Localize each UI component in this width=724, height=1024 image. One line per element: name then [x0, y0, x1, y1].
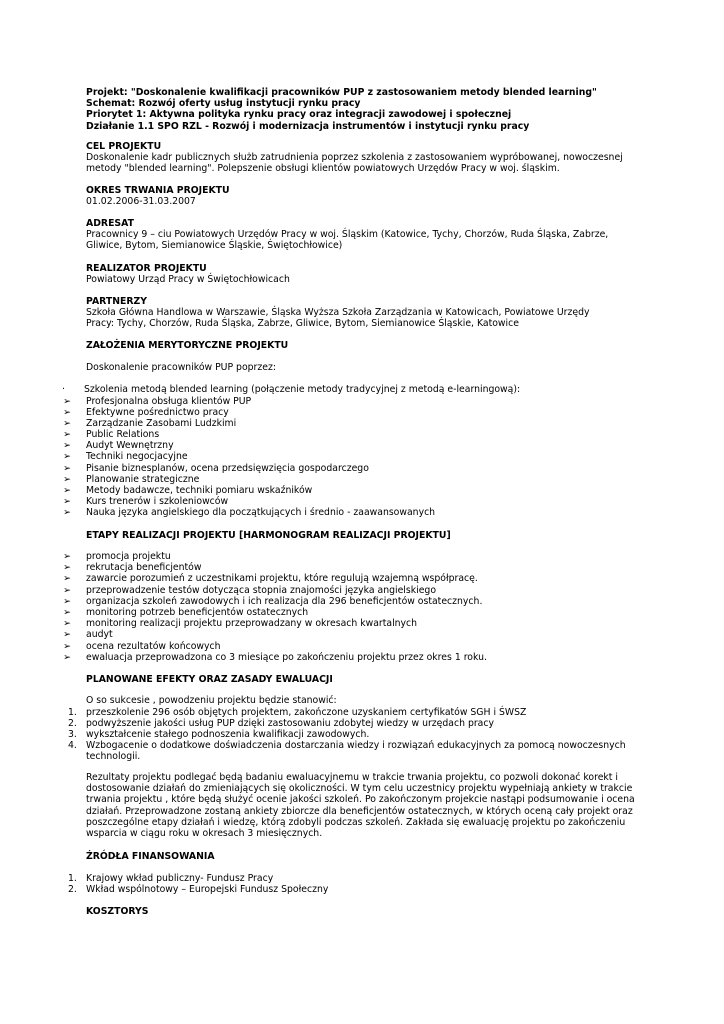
arrow-bullet-icon: ➢ — [63, 507, 71, 519]
arrow-bullet-icon: ➢ — [63, 562, 71, 574]
body-text: Gliwice, Bytom, Siemianowice Śląskie, Świętochłowice) — [86, 240, 343, 252]
list-item: Wzbogacenie o dodatkowe doświadczenia dostarczania wiedzy i rozwiązań edukacyjnych za pomocą nowoczesnych — [86, 739, 626, 751]
section-heading: ETAPY REALIZACJI PROJEKTU [HARMONOGRAM REALIZACJI PROJEKTU] — [86, 530, 451, 541]
arrow-bullet-icon: ➢ — [63, 651, 71, 663]
list-item: ➢ Zarządzanie Zasobami Ludzkimi — [86, 418, 646, 429]
zalozenia-lead: Szkolenia metodą blended learning (połączenie metody tradycyjnej z metodą e-learningową): — [84, 384, 521, 395]
body-text: Powiatowy Urząd Pracy w Świętochłowicach — [86, 274, 290, 286]
list-item: wykształcenie stałego podnoszenia kwalifikacji zawodowych. — [86, 728, 370, 740]
section-realizator — [86, 263, 646, 285]
section-adresat — [86, 218, 646, 252]
list-item: ➢ zawarcie porozumień z uczestnikami projektu, które regulują wzajemną współpracę. — [86, 573, 646, 584]
arrow-bullet-icon: ➢ — [63, 485, 71, 496]
arrow-bullet-icon: ➢ — [63, 429, 71, 441]
body-text: Rezultaty projektu podlegać będą badaniu ewaluacyjnemu w trakcie trwania projektu, co pozwoli dokonać korekt i — [86, 772, 618, 783]
section-partnerzy — [86, 296, 646, 330]
section-heading: CEL PROJEKTU — [86, 141, 162, 152]
list-item: ➢ Audyt Wewnętrzny — [86, 440, 646, 451]
list-item: ➢ audyt — [86, 629, 646, 640]
list-number: 4. — [68, 739, 77, 751]
list-item-continuation: technologii. — [86, 751, 141, 762]
list-item: Wkład wspólnotowy – Europejski Fundusz Społeczny — [86, 884, 329, 895]
arrow-bullet-icon: ➢ — [63, 618, 71, 630]
section-okres — [86, 185, 646, 207]
project-title: Projekt: "Doskonalenie kwalifikacji pracowników PUP z zastosowaniem metody blended learning" — [86, 87, 597, 98]
section-heading: PLANOWANE EFEKTY ORAZ ZASADY EWALUACJI — [86, 674, 333, 685]
section-efekty — [86, 674, 646, 685]
section-heading: PARTNERZY — [86, 296, 148, 307]
section-etapy — [86, 530, 646, 541]
body-text: Doskonalenie kadr publicznych służb zatrudnienia poprzez szkolenia z zastosowaniem wypróbowanej, nowoczesnej — [86, 152, 623, 164]
body-text: Pracy: Tychy, Chorzów, Ruda Śląska, Zabrze, Gliwice, Bytom, Siemianowice Śląskie, Katowice — [86, 318, 519, 330]
arrow-bullet-icon: ➢ — [63, 584, 71, 596]
project-priority: Priorytet 1: Aktywna polityka rynku pracy oraz integracji zawodowej i społecznej — [86, 109, 512, 121]
list-item: ➢ Nauka języka angielskiego dla początkujących i średnio - zaawansowanych — [86, 507, 646, 518]
list-item: ➢ Public Relations — [86, 429, 646, 440]
list-number: 3. — [68, 728, 77, 740]
arrow-bullet-icon: ➢ — [63, 573, 71, 585]
list-item: ➢ organizacja szkoleń zawodowych i ich realizacja dla 296 beneficjentów ostatecznych. — [86, 596, 646, 607]
list-number: 1. — [68, 706, 77, 718]
list-number: 2. — [68, 717, 77, 729]
body-text: dostosowanie działań do zmieniających się okoliczności. W tym celu uczestnicy projektu wypełniają ankiety w trakcie — [86, 783, 633, 795]
arrow-bullet-icon: ➢ — [63, 595, 71, 607]
list-item: ➢ Planowanie strategiczne — [86, 474, 646, 485]
list-item: ➢ ocena rezultatów końcowych — [86, 641, 646, 652]
efekty-intro: O so sukcesie , powodzeniu projektu będzie stanowić: — [86, 695, 337, 706]
list-item: ➢ Metody badawcze, techniki pomiaru wskaźników — [86, 485, 646, 496]
body-text: metody "blended learning". Polepszenie obsługi klientów powiatowych Urzędów Pracy w woj. śląskim. — [86, 163, 560, 175]
section-heading: KOSZTORYS — [86, 906, 149, 917]
efekty-paragraph — [86, 772, 638, 839]
arrow-bullet-icon: ➢ — [63, 640, 71, 652]
list-item: ➢ Profesjonalna obsługa klientów PUP — [86, 396, 646, 407]
list-number: 2. — [68, 884, 77, 895]
list-item: przeszkolenie 296 osób objętych projektem, zakończone uzyskaniem certyfikatów SGH i ŚWSZ — [86, 706, 527, 718]
section-heading: OKRES TRWANIA PROJEKTU — [86, 185, 230, 196]
body-text: trwania projektu , które będą służyć ocenie jakości szkoleń. Po zakończonym projekcie nastąpi podsumowanie i ocena — [86, 794, 635, 806]
project-header — [86, 87, 646, 132]
list-item: ➢ monitoring realizacji projektu przeprowadzany w okresach kwartalnych — [86, 618, 646, 629]
zalozenia-list — [63, 395, 646, 519]
list-item: ➢ Techniki negocjacyjne — [86, 451, 646, 462]
list-item: ➢ rekrutacja beneficjentów — [86, 562, 646, 573]
project-scheme: Schemat: Rozwój oferty usług instytucji rynku pracy — [86, 98, 361, 110]
list-item: ➢ Kurs trenerów i szkoleniowców — [86, 496, 646, 507]
arrow-bullet-icon: ➢ — [63, 395, 71, 407]
arrow-bullet-icon: ➢ — [63, 462, 71, 474]
etapy-list — [63, 551, 646, 663]
body-text: Pracownicy 9 – ciu Powiatowych Urzędów Pracy w woj. Śląskim (Katowice, Tychy, Chorzów, Ruda Śląska, Zabrze, — [86, 229, 609, 241]
body-text: działań. Przeprowadzone zostaną ankiety zbiorcze dla beneficjentów ostatecznych, w których oceną cały projekt oraz — [86, 805, 633, 817]
list-item: ➢ przeprowadzenie testów dotycząca stopnia znajomości języka angielskiego — [86, 585, 646, 596]
list-item: ➢ Pisanie biznesplanów, ocena przedsięwzięcia gospodarczego — [86, 463, 646, 474]
body-text: 01.02.2006-31.03.2007 — [86, 196, 196, 208]
dot-bullet: · — [62, 384, 65, 395]
section-heading: REALIZATOR PROJEKTU — [86, 263, 207, 274]
section-kosztorys — [86, 906, 646, 917]
section-heading: ADRESAT — [86, 218, 134, 229]
project-action: Działanie 1.1 SPO RZL - Rozwój i modernizacja instrumentów i instytucji rynku pracy — [86, 120, 530, 132]
list-item: podwyższenie jakości usług PUP dzięki zastosowaniu zdobytej wiedzy w urzędach pracy — [86, 717, 494, 729]
list-item: ➢ monitoring potrzeb beneficjentów ostatecznych — [86, 607, 646, 618]
section-heading: ŹRÓDŁA FINANSOWANIA — [86, 851, 215, 862]
list-item: ➢ Efektywne pośrednictwo pracy — [86, 407, 646, 418]
section-cel — [86, 141, 646, 175]
body-text: poszczególne etapy działań i wiedzę, którą zdobyli podczas szkoleń. Zakłada się ewaluację projektu po zakończeniu — [86, 816, 626, 828]
zalozenia-intro: Doskonalenie pracowników PUP poprzez: — [86, 362, 276, 373]
arrow-bullet-icon: ➢ — [63, 551, 71, 562]
arrow-bullet-icon: ➢ — [63, 496, 71, 508]
section-zalozenia — [86, 340, 646, 351]
section-zrodla — [86, 851, 646, 862]
arrow-bullet-icon: ➢ — [63, 473, 71, 485]
body-text: Szkoła Główna Handlowa w Warszawie, Śląska Wyższa Szkoła Zarządzania w Katowicach, Powiatowe Urzędy — [86, 307, 590, 319]
section-heading: ZAŁOŻENIA MERYTORYCZNE PROJEKTU — [86, 340, 289, 351]
list-number: 1. — [68, 873, 77, 884]
list-item: ➢ promocja projektu — [86, 551, 646, 562]
arrow-bullet-icon: ➢ — [63, 440, 71, 452]
arrow-bullet-icon: ➢ — [63, 629, 71, 641]
arrow-bullet-icon: ➢ — [63, 417, 71, 429]
arrow-bullet-icon: ➢ — [63, 406, 71, 418]
arrow-bullet-icon: ➢ — [63, 451, 71, 463]
body-text: wsparcia w ciągu roku w okresach 3 miesięcznych. — [86, 828, 323, 840]
list-item: ➢ ewaluacja przeprowadzona co 3 miesiące po zakończeniu projektu przez okres 1 roku. — [86, 652, 646, 663]
arrow-bullet-icon: ➢ — [63, 606, 71, 618]
list-item: Krajowy wkład publiczny- Fundusz Pracy — [86, 873, 274, 884]
